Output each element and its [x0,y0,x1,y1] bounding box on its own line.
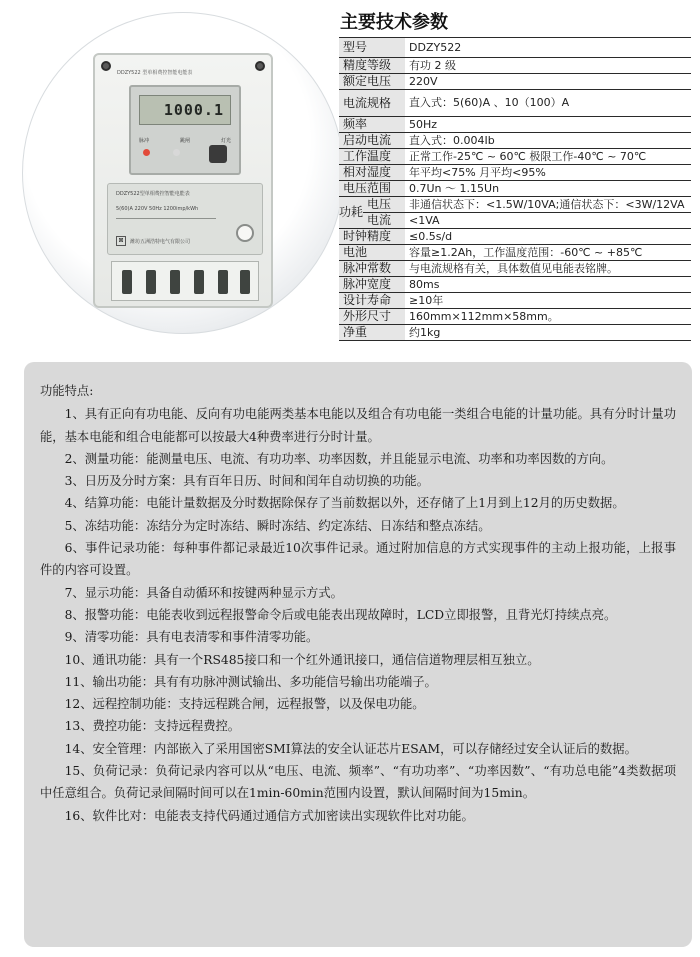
spec-value: 直入式：5(60)A 、10（100）A [405,90,691,117]
spec-value: 0.7Un ～ 1.15Un [405,181,691,197]
spec-label: 脉冲宽度 [339,277,405,293]
features-heading: 功能特点: [40,384,94,398]
spec-label: 相对湿度 [339,165,405,181]
terminal-slot [170,270,180,294]
spec-label: 电压 [363,197,405,213]
card-button-icon [236,224,254,242]
spec-row [339,74,691,90]
spec-label: 电流规格 [339,90,405,117]
spec-row [339,309,691,325]
spec-row [339,58,691,74]
spec-value: 直入式：0.004Ib [405,133,691,149]
spec-label: 外形尺寸 [339,309,405,325]
spec-group-label: 功耗 [339,197,363,229]
certification-mark-icon: ⊠ [116,236,126,246]
display-key-icon [209,145,227,163]
spec-value: ≥10年 [405,293,691,309]
spec-row [339,149,691,165]
feature-item: 14、安全管理：内部嵌入了采用国密SMI算法的安全认证芯片ESAM，可以存储经过安全认证后的数据。 [64,741,637,756]
feature-item: 11、输出功能：具有有功脉冲测试输出、多功能信号输出功能端子。 [64,674,437,689]
spec-label: 净重 [339,325,405,341]
feature-item: 8、报警功能：电能表收到远程报警命令后或电能表出现故障时，LCD立即报警，且背光灯持续点亮。 [64,607,617,622]
feature-item: 12、远程控制功能：支持远程跳合闸，远程报警，以及保电功能。 [64,697,425,712]
spec-row [339,165,691,181]
indicator-label: 灯光 [220,138,231,144]
lcd-reading: 1000.1 [139,95,231,125]
spec-row [339,197,691,213]
spec-row [339,261,691,277]
spec-label: 电流 [363,213,405,229]
spec-value: ≤0.5s/d [405,229,691,245]
spec-value: 正常工作-25℃ ~ 60℃ 极限工作-40℃ ~ 70℃ [405,149,691,165]
spec-label: 精度等级 [339,58,405,74]
feature-item: 16、软件比对：电能表支持代码通过通信方式加密读出实现软件比对功能。 [64,808,474,823]
spec-row [339,117,691,133]
indicator-labels [139,137,231,144]
spec-value: 与电流规格有关，具体数值见电能表铭牌。 [405,261,691,277]
terminal-slot [146,270,156,294]
spec-value: 年平均<75% 月平均<95% [405,165,691,181]
spec-value: 160mm×112mm×58mm。 [405,309,691,325]
feature-item: 9、清零功能：具有电表清零和事件清零功能。 [64,630,319,645]
spec-row [339,245,691,261]
feature-item: 3、日历及分时方案：具有百年日历、时间和闰年自动切换的功能。 [64,474,430,489]
feature-item: 13、费控功能：支持远程费控。 [64,719,241,734]
spec-label: 频率 [339,117,405,133]
spec-row [339,213,691,229]
meter-top-label: DDZY522 型单相费控智能电能表 [117,70,193,76]
terminal-slot [218,270,228,294]
feature-item: 5、冻结功能：冻结分为定时冻结、瞬时冻结、约定冻结、日冻结和整点冻结。 [64,518,491,533]
screw-icon [255,61,265,71]
spec-value: 有功 2 级 [405,58,691,74]
spec-row [339,229,691,245]
spec-label: 脉冲常数 [339,261,405,277]
spec-row [339,133,691,149]
terminal-block [111,261,259,301]
spec-label: 电池 [339,245,405,261]
terminal-slot [122,270,132,294]
spec-value: 80ms [405,277,691,293]
spec-label: 型号 [339,38,405,58]
screw-icon [101,61,111,71]
spec-row [339,38,691,58]
spec-value: <1VA [405,213,691,229]
feature-item: 10、通讯功能：具有一个RS485接口和一个红外通讯接口，通信信道物理层相互独立。 [64,652,540,667]
spec-label: 设计寿命 [339,293,405,309]
nameplate-title: DDZY522型单相费控智能电能表 [116,191,190,197]
feature-item: 6、事件记录功能：每种事件都记录最近10次事件记录。通过附加信息的方式实现事件的主动上报功能，上报事件的内容可设置。 [40,541,676,578]
spec-row [339,90,691,117]
spec-label: 时钟精度 [339,229,405,245]
feature-item: 1、具有正向有功电能、反向有功电能两类基本电能以及组合有功电能一类组合电能的计量功能。具有分时计量功能，基本电能和组合电能都可以按最大4种费率进行分时计量。 [40,407,676,444]
terminal-slot [194,270,204,294]
spec-value: 220V [405,74,691,90]
indicator-label: 跳闸 [179,138,190,144]
spec-row [339,293,691,309]
spec-value: 约1kg [405,325,691,341]
feature-item: 4、结算功能：电能计量数据及分时数据除保存了当前数据以外，还存储了上1月到上12月的历史数据。 [64,496,625,511]
features-panel [24,362,692,947]
spec-row [339,325,691,341]
lcd-panel [129,85,241,175]
spec-row [339,277,691,293]
feature-item: 7、显示功能：具备自动循环和按键两种显示方式。 [64,585,343,600]
terminal-slot [240,270,250,294]
spec-value: 容量≥1.2Ah，工作温度范围：-60℃ ~ +85℃ [405,245,691,261]
spec-table [339,37,691,341]
indicator-label: 脉冲 [139,138,150,144]
spec-row [339,181,691,197]
electricity-meter-image [93,53,273,308]
spec-title: 主要技术参数 [340,12,448,33]
trip-led-icon [173,149,180,156]
pulse-led-icon [143,149,150,156]
spec-label: 电压范围 [339,181,405,197]
nameplate-company: 潍坊五洲浩特电气有限公司 [130,239,191,245]
spec-value: 非通信状态下：<1.5W/10VA;通信状态下：<3W/12VA [405,197,691,213]
spec-label: 额定电压 [339,74,405,90]
spec-value: 50Hz [405,117,691,133]
nameplate-divider [116,218,216,219]
feature-item: 2、测量功能：能测量电压、电流、有功功率、功率因数，并且能显示电流、功率和功率因数的方向。 [64,451,614,466]
nameplate-spec: 5(60)A 220V 50Hz 1200imp/kWh [116,206,199,212]
product-photo [22,12,344,334]
spec-value: DDZY522 [405,38,691,58]
nameplate [107,183,263,255]
feature-item: 15、负荷记录：负荷记录内容可以从“电压、电流、频率”、“有功功率”、“功率因数”、“有功总电能”4类数据项中任意组合。负荷记录间隔时间可以在1min-60min范围内设置，默认间隔时间为15min。 [40,764,676,801]
spec-label: 工作温度 [339,149,405,165]
spec-label: 启动电流 [339,133,405,149]
